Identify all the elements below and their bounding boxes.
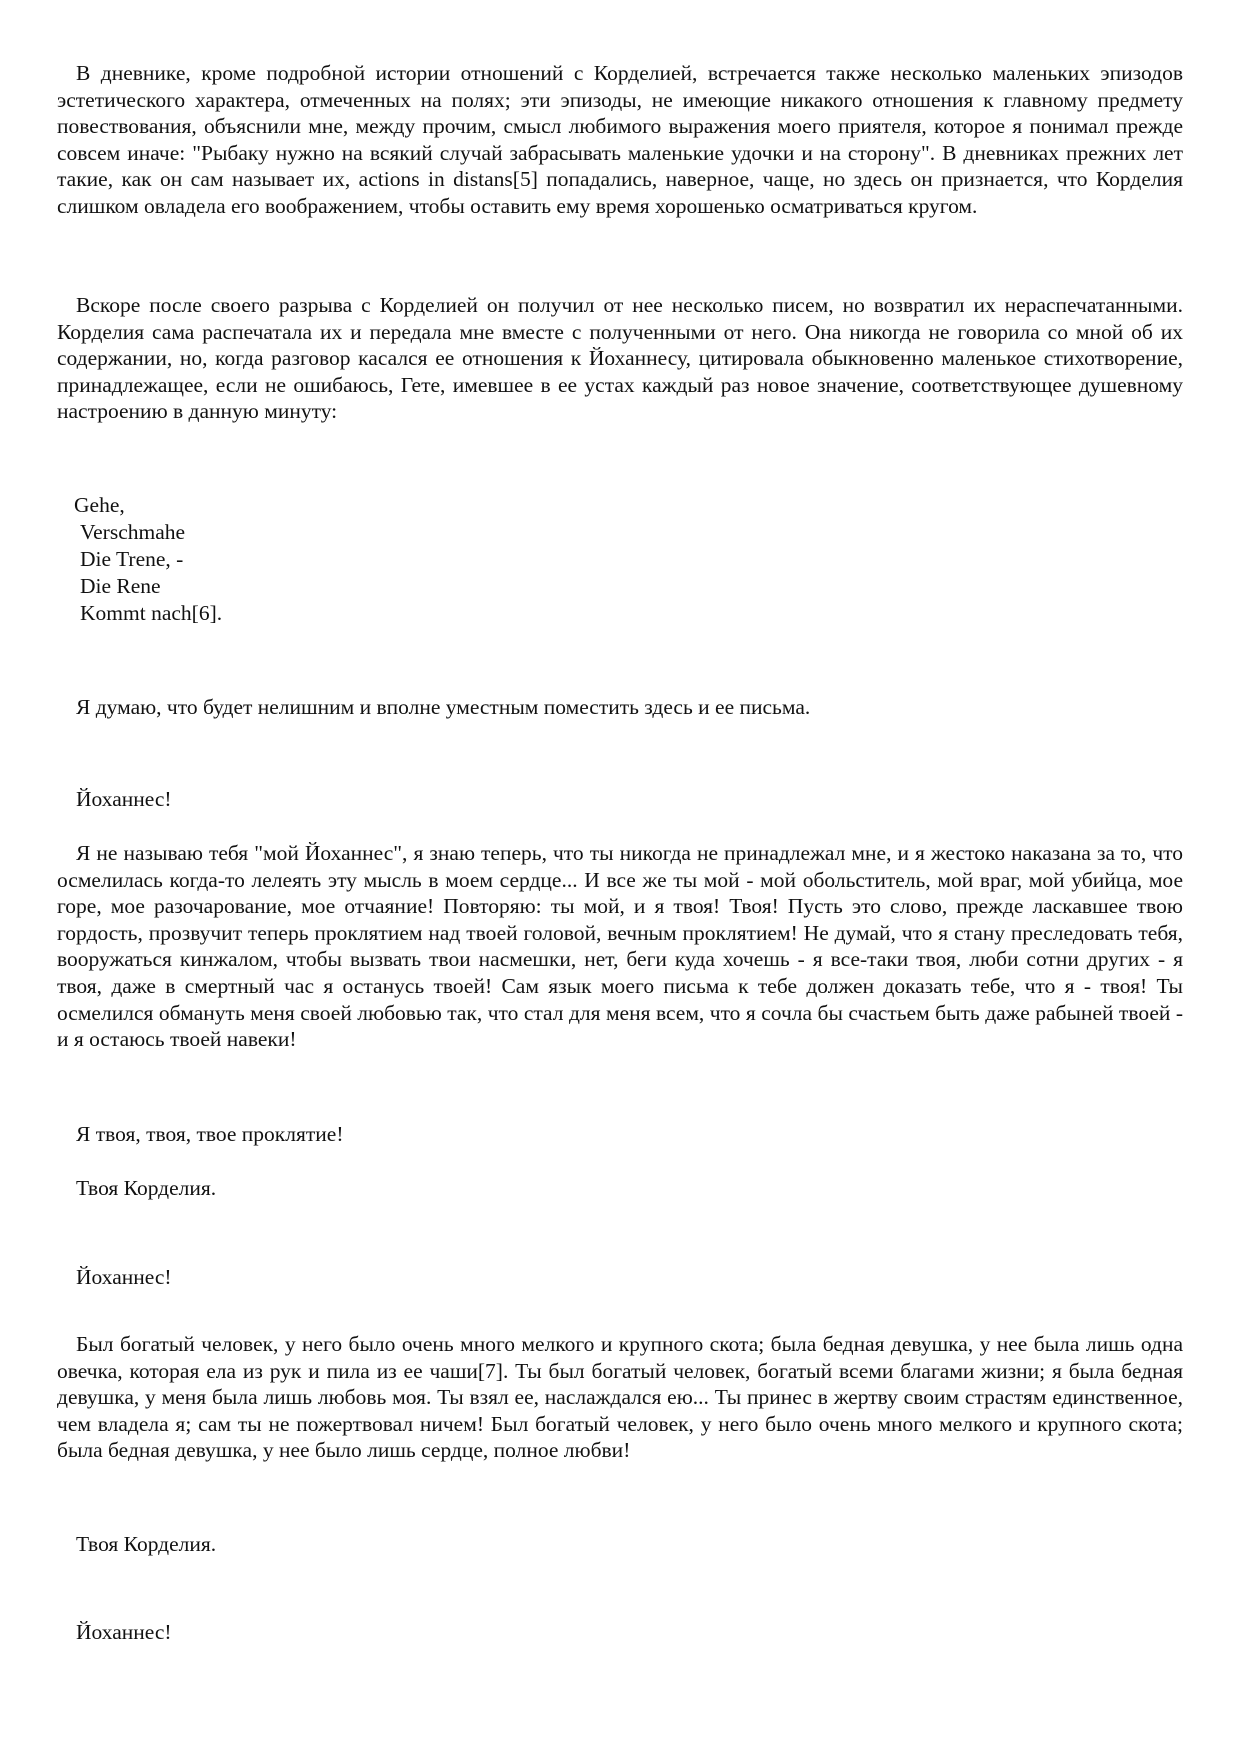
paragraph-letters-returned: Вскоре после своего разрыва с Корделией он получил от нее несколько писем, но возвратил их нераспечатанными. Корделия сама распечатала их и передала мне вместе с полученными от него. Она никогда не говорила со мной об их содержании, но, когда разговор касался ее отношения к Йоханнесу, цитировала обыкновенно маленькое стихотворение, принадлежащее, если не ошибаюсь, Гете, имевшее в ее устах каждый раз новое значение, соответствующее душевному настроению в данную минуту: — [57, 293, 1183, 424]
letter1-closing: Я твоя, твоя, твое проклятие! — [76, 1122, 344, 1146]
poem-line: Die Rene — [80, 574, 161, 598]
letter1-signature: Твоя Корделия. — [76, 1176, 217, 1200]
poem-line: Kommt nach[6]. — [80, 601, 223, 625]
letter1-salutation: Йоханнес! — [76, 787, 172, 811]
letter2-signature: Твоя Корделия. — [76, 1532, 217, 1556]
letter2-body: Был богатый человек, у него было очень много мелкого и крупного скота; была бедная девушка, у нее была лишь одна овечка, которая ела из рук и пила из ее чаши[7]. Ты был богатый человек, богатый всеми благами жизни; я была бедная девушка, у меня была лишь любовь моя. Ты взял ее, наслаждался ею... Ты принес в жертву своим страстям единственное, чем владела я; сам ты не пожертвовал ничем! Был богатый человек, у него было очень много мелкого и крупного скота; была бедная девушка, у нее было лишь сердце, полное любви! — [57, 1332, 1183, 1463]
paragraph-intro-letters: Я думаю, что будет нелишним и вполне уместным поместить здесь и ее письма. — [76, 695, 811, 719]
poem-line: Gehe, — [74, 493, 125, 517]
paragraph-diary-episodes: В дневнике, кроме подробной истории отношений с Корделией, встречается также несколько маленьких эпизодов эстетического характера, отмеченных на полях; эти эпизоды, не имеющие никакого отношения к главному предмету повествования, объяснили мне, между прочим, смысл любимого выражения моего приятеля, которое я понимал прежде совсем иначе: "Рыбаку нужно на всякий случай забрасывать маленькие удочки и на сторону". В дневниках прежних лет такие, как он сам называет их, actions in distans[5] попадались, наверное, чаще, но здесь он признается, что Корделия слишком овладела его воображением, чтобы оставить ему время хорошенько осматриваться кругом. — [57, 61, 1183, 218]
letter2-salutation: Йоханнес! — [76, 1265, 172, 1289]
poem-line: Verschmahe — [80, 520, 186, 544]
letter3-salutation: Йоханнес! — [76, 1620, 172, 1644]
poem-line: Die Trene, - — [80, 547, 184, 571]
letter1-body: Я не называю тебя "мой Йоханнес", я знаю теперь, что ты никогда не принадлежал мне, и я жестоко наказана за то, что осмелилась когда-то лелеять эту мысль в моем сердце... И все же ты мой - мой обольститель, мой враг, мой убийца, мое горе, мое разочарование, мое отчаяние! Повторяю: ты мой, и я твоя! Твоя! Пусть это слово, прежде ласкавшее твою гордость, прозвучит теперь проклятием над твоей головой, вечным проклятием! Не думай, что я стану преследовать тебя, вооружаться кинжалом, чтобы вызвать твои насмешки, нет, беги куда хочешь - я все-таки твоя, люби сотни других - я твоя, даже в смертный час я останусь твоей! Сам язык моего письма к тебе должен доказать тебе, что я - твоя! Ты осмелился обмануть меня своей любовью так, что стал для меня всем, что я сочла бы счастьем быть даже рабыней твоей - и я остаюсь твоей навеки! — [57, 841, 1183, 1052]
